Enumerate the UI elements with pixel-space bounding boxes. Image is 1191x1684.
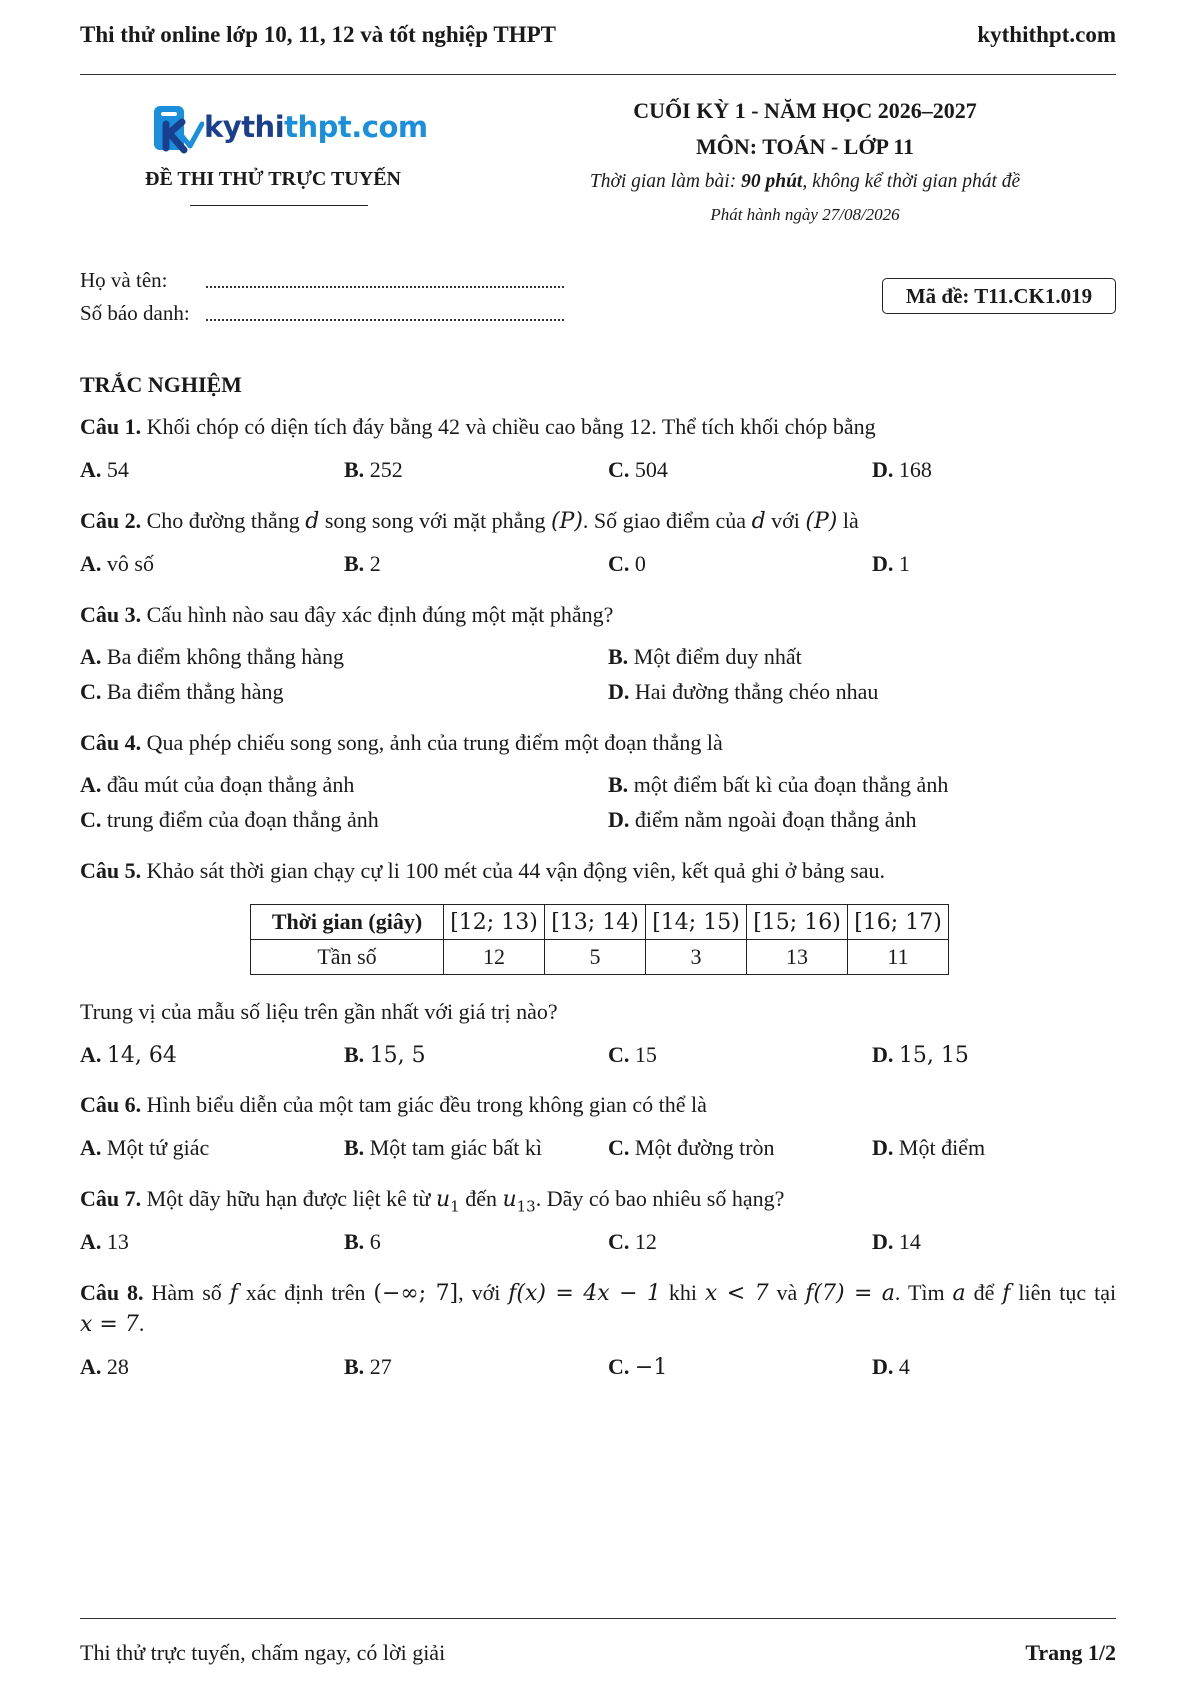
question-text: Cấu hình nào sau đây xác định đúng một mặt phẳng?: [146, 602, 614, 627]
q7-option-c[interactable]: C. 12: [608, 1229, 657, 1254]
q2-option-a[interactable]: A. vô số: [80, 551, 154, 576]
question-8: Câu 8. Hàm số f xác định trên (−∞; 7], với f(x) = 4x − 1 khi x < 7 và f(7) = a. Tìm a để f liên tục tại: [80, 1280, 1117, 1306]
q7-option-d[interactable]: D. 14: [872, 1229, 921, 1254]
question-label: Câu 4.: [80, 730, 142, 755]
question-8-cont: x = 7.: [80, 1311, 145, 1337]
table-freq-cell: 13: [747, 940, 848, 975]
q1-option-c[interactable]: C. 504: [608, 457, 668, 482]
footer-text: Thi thử trực tuyến, chấm ngay, có lời giải: [80, 1640, 446, 1665]
q7-option-b[interactable]: B. 6: [344, 1229, 381, 1254]
exam-code-box: Mã đề: T11.CK1.019: [882, 278, 1116, 314]
frequency-table: [250, 904, 949, 975]
math-d: d: [751, 509, 766, 534]
q2-option-c[interactable]: C. 0: [608, 551, 646, 576]
table-interval-cell: [14; 15): [646, 905, 747, 940]
question-4: [80, 728, 723, 758]
footer-divider: [80, 1618, 1116, 1619]
question-label: Câu 1.: [80, 414, 142, 439]
question-6: [80, 1090, 707, 1120]
question-5-prompt: Trung vị của mẫu số liệu trên gần nhất với giá trị nào?: [80, 999, 558, 1024]
question-5: [80, 856, 885, 886]
table-interval-cell: [16; 17): [848, 905, 949, 940]
question-label: Câu 7.: [80, 1186, 142, 1211]
q1-option-d[interactable]: D. 168: [872, 457, 932, 482]
table-row: [251, 905, 949, 940]
q2-option-b[interactable]: B. 2: [344, 551, 381, 576]
question-label: Câu 6.: [80, 1092, 142, 1117]
question-2: Câu 2. Cho đường thẳng d song song với mặt phẳng (P). Số giao điểm của d với (P) là: [80, 508, 859, 534]
q7-option-a[interactable]: A. 13: [80, 1229, 129, 1254]
q4-option-d[interactable]: D. điểm nằm ngoài đoạn thẳng ảnh: [608, 807, 917, 832]
q5-option-a[interactable]: A. 14, 64: [80, 1042, 177, 1068]
q5-option-c[interactable]: C. 15: [608, 1042, 657, 1067]
math-plane-p: (P): [550, 509, 583, 534]
q3-option-b[interactable]: B. Một điểm duy nhất: [608, 644, 802, 669]
exam-type: ĐỀ THI THỬ TRỰC TUYẾN: [145, 168, 401, 190]
q3-option-a[interactable]: A. Ba điểm không thẳng hàng: [80, 644, 344, 669]
q5-option-b[interactable]: B. 15, 5: [344, 1042, 426, 1068]
q8-option-b[interactable]: B. 27: [344, 1354, 392, 1379]
logo-text-a: kythi: [204, 110, 285, 144]
q8-option-a[interactable]: A. 28: [80, 1354, 129, 1379]
exam-duration: Thời gian làm bài: 90 phút, không kể thời gian phát đề: [589, 171, 1021, 192]
table-freq-cell: 11: [848, 940, 949, 975]
question-label: Câu 2.: [80, 508, 142, 533]
release-date: Phát hành ngày 27/08/2026: [710, 205, 900, 224]
name-field[interactable]: [206, 286, 564, 288]
question-1: [80, 412, 876, 442]
question-label: Câu 8.: [80, 1280, 144, 1305]
q8-option-c[interactable]: C. −1: [608, 1354, 668, 1380]
q4-option-a[interactable]: A. đầu mút của đoạn thẳng ảnh: [80, 772, 355, 797]
q6-option-b[interactable]: B. Một tam giác bất kì: [344, 1135, 542, 1160]
header-title: Thi thử online lớp 10, 11, 12 và tốt nghiệp THPT: [80, 22, 556, 47]
question-text: Hình biểu diễn của một tam giác đều trong không gian có thể là: [146, 1092, 707, 1117]
q6-option-a[interactable]: A. Một tứ giác: [80, 1135, 210, 1160]
id-field[interactable]: [206, 319, 564, 321]
header-site[interactable]: kythithpt.com: [977, 22, 1116, 47]
table-interval-cell: [15; 16): [747, 905, 848, 940]
name-label: Họ và tên:: [80, 268, 168, 292]
page-number: Trang 1/2: [1025, 1640, 1116, 1665]
q3-option-c[interactable]: C. Ba điểm thẳng hàng: [80, 679, 284, 704]
question-7: Câu 7. Một dãy hữu hạn được liệt kê từ $u_1$ đến $u_{13}$. Dãy có bao nhiêu số hạng?: [80, 1186, 785, 1216]
q4-option-b[interactable]: B. một điểm bất kì của đoạn thẳng ảnh: [608, 772, 949, 797]
math-u: u: [435, 1187, 451, 1212]
table-freq-cell: 3: [646, 940, 747, 975]
exam-type-underline: [190, 205, 368, 206]
question-text: Qua phép chiếu song song, ảnh của trung điểm một đoạn thẳng là: [146, 730, 723, 755]
math-plane-p: (P): [805, 509, 838, 534]
q6-option-c[interactable]: C. Một đường tròn: [608, 1135, 775, 1160]
math-d: d: [305, 509, 320, 534]
question-label: Câu 3.: [80, 602, 142, 627]
table-row: [251, 940, 949, 975]
q4-option-c[interactable]: C. trung điểm của đoạn thẳng ảnh: [80, 807, 379, 832]
exam-title-line1: CUỐI KỲ 1 - NĂM HỌC 2026–2027: [633, 98, 977, 123]
q1-option-b[interactable]: B. 252: [344, 457, 403, 482]
logo-icon: [152, 102, 204, 156]
q3-option-d[interactable]: D. Hai đường thẳng chéo nhau: [608, 679, 879, 704]
q6-option-d[interactable]: D. Một điểm: [872, 1135, 986, 1160]
q1-option-a[interactable]: A. 54: [80, 457, 129, 482]
question-label: Câu 5.: [80, 858, 142, 883]
table-head-cell: Thời gian (giây): [251, 905, 444, 940]
header-divider: [80, 74, 1116, 75]
id-label: Số báo danh:: [80, 301, 190, 325]
q2-option-d[interactable]: D. 1: [872, 551, 910, 576]
q8-option-d[interactable]: D. 4: [872, 1354, 910, 1379]
math-u: u: [502, 1187, 517, 1212]
table-row-label: Tần số: [251, 940, 444, 975]
table-freq-cell: 12: [444, 940, 545, 975]
exam-title-line2: MÔN: TOÁN - LỚP 11: [696, 134, 914, 159]
section-title: TRẮC NGHIỆM: [80, 372, 242, 397]
duration-value: 90 phút: [741, 171, 803, 192]
site-logo: [152, 102, 428, 158]
question-text: Khối chóp có diện tích đáy bằng 42 và chiều cao bằng 12. Thể tích khối chóp bằng: [146, 414, 876, 439]
q5-option-d[interactable]: D. 15, 15: [872, 1042, 969, 1068]
table-interval-cell: [12; 13): [444, 905, 545, 940]
table-interval-cell: [13; 14): [545, 905, 646, 940]
logo-text-b: thpt.com: [284, 110, 428, 144]
question-text: Khảo sát thời gian chạy cự li 100 mét của 44 vận động viên, kết quả ghi ở bảng sau.: [146, 858, 886, 883]
table-freq-cell: 5: [545, 940, 646, 975]
question-3: [80, 600, 613, 630]
